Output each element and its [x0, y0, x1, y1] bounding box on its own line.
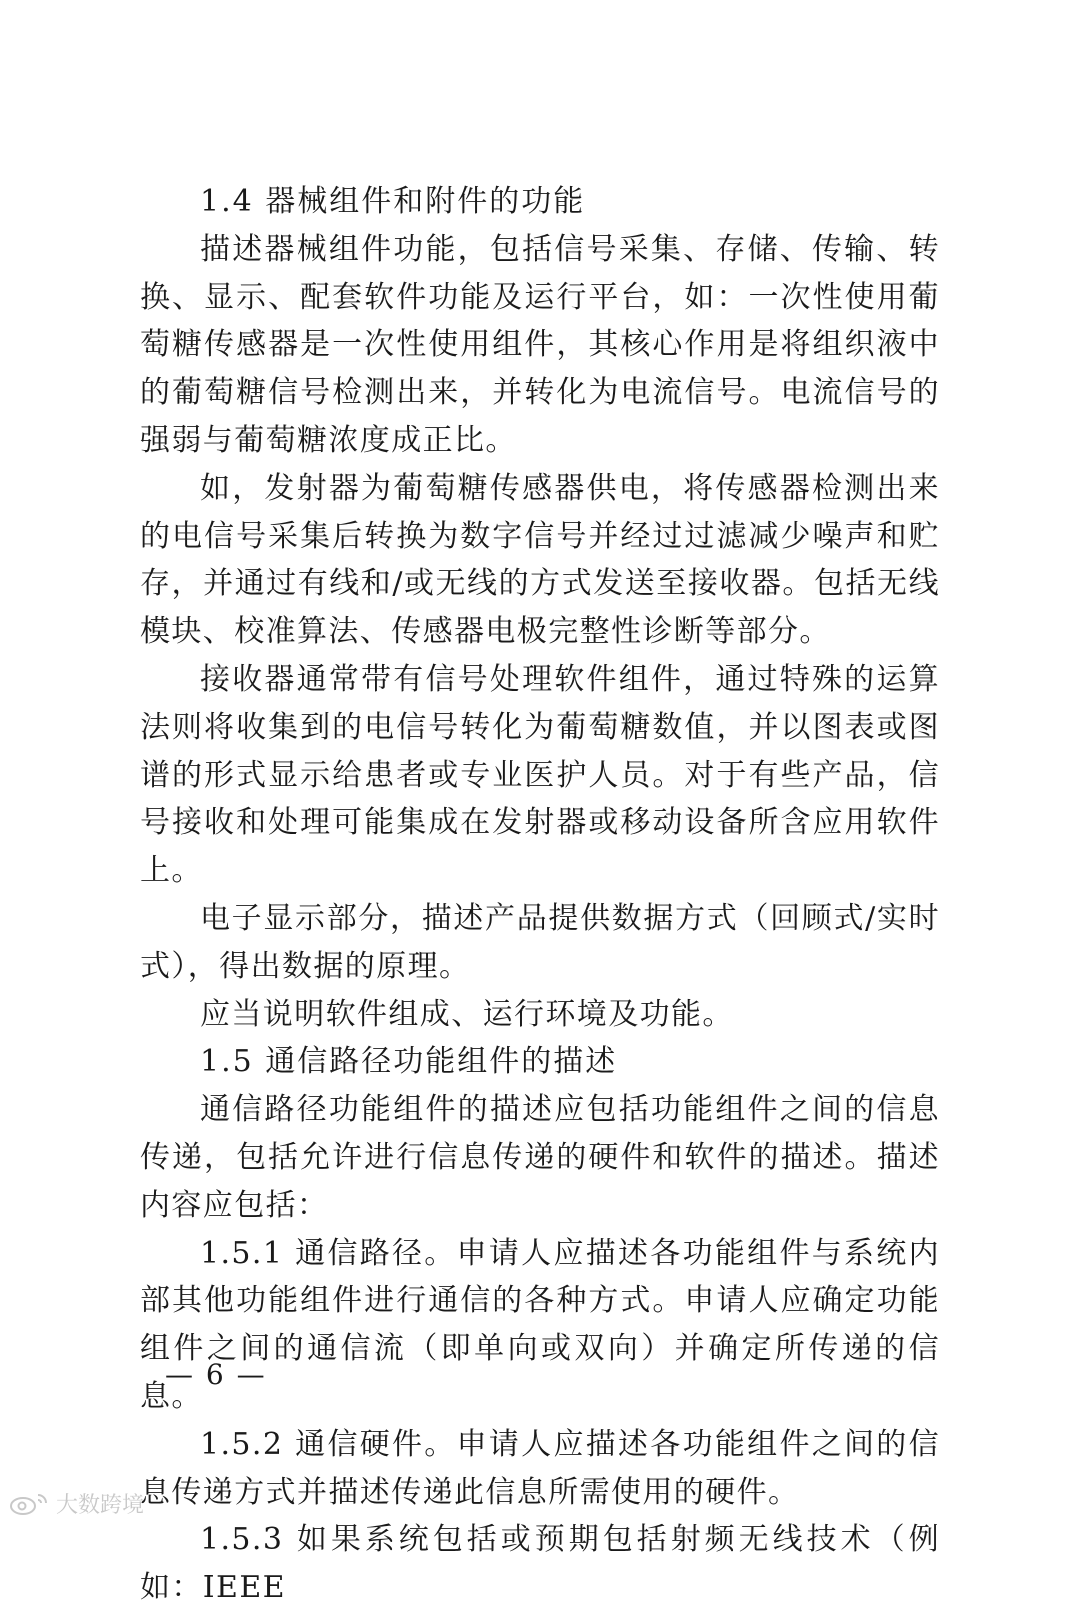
paragraph-display: 电子显示部分，描述产品提供数据方式（回顾式/实时式），得出数据的原理。 [140, 900, 940, 984]
section-heading-1-4: 1.4 器械组件和附件的功能 [200, 184, 586, 219]
paragraph-1-5-2: 1.5.2 通信硬件。申请人应描述各功能组件之间的信息传递方式并描述传递此信息所需使用的硬件。 [140, 1426, 940, 1510]
paragraph-1-5-3: 1.5.3 如果系统包括或预期包括射频无线技术（例如：IEEE [140, 1522, 940, 1606]
section-heading-1-5: 1.5 通信路径功能组件的描述 [200, 1044, 618, 1080]
paragraph-software: 应当说明软件组成、运行环境及功能。 [200, 996, 734, 1032]
paragraph-1-5-1: 1.5.1 通信路径。申请人应描述各功能组件与系统内部其他功能组件进行通信的各种方式。申请人应确定功能组件之间的通信流（即单向或双向）并确定所传递的信息。 [140, 1235, 940, 1414]
weibo-logo-icon [8, 1491, 52, 1517]
page-number: — 6 — [165, 1358, 267, 1391]
paragraph-component-function: 描述器械组件功能，包括信号采集、存储、传输、转换、显示、配套软件功能及运行平台，如：一次性使用葡萄糖传感器是一次性使用组件，其核心作用是将组织液中的葡萄糖信号检测出来，并转化为电流信号。电流信号的强弱与葡萄糖浓度成正比。 [140, 231, 940, 458]
paragraph-transmitter: 如，发射器为葡萄糖传感器供电，将传感器检测出来的电信号采集后转换为数字信号并经过过滤减少噪声和贮存，并通过有线和/或无线的方式发送至接收器。包括无线模块、校准算法、传感器电极完整性诊断等部分。 [140, 470, 940, 650]
watermark-text: 大数跨境 [56, 1493, 145, 1518]
paragraph-receiver: 接收器通常带有信号处理软件组件，通过特殊的运算法则将收集到的电信号转化为葡萄糖数值，并以图表或图谱的形式显示给患者或专业医护人员。对于有些产品，信号接收和处理可能集成在发射器或移动设备所含应用软件上。 [140, 661, 940, 889]
watermark [8, 1488, 144, 1519]
paragraph-communication-intro: 通信路径功能组件的描述应包括功能组件之间的信息传递，包括允许进行信息传递的硬件和软件的描述。描述内容应包括： [140, 1092, 940, 1223]
document-body [140, 178, 940, 1612]
